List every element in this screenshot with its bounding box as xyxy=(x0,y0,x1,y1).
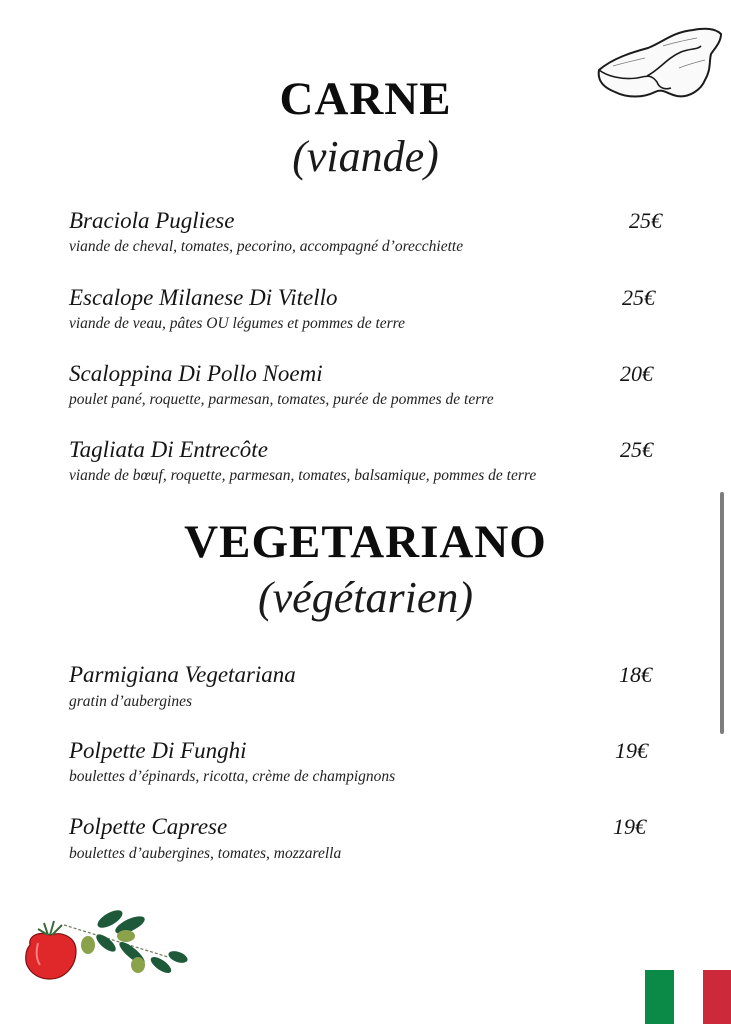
item-price: 25€ xyxy=(629,208,662,233)
item-price: 19€ xyxy=(613,814,646,839)
flag-red-stripe xyxy=(703,970,731,1024)
item-price: 25€ xyxy=(622,285,655,310)
vertical-scrollbar[interactable] xyxy=(720,492,724,734)
item-name: Polpette Di Funghi xyxy=(69,738,247,763)
item-description: gratin d’aubergines xyxy=(69,693,192,710)
item-price: 18€ xyxy=(619,662,652,687)
flag-green-stripe xyxy=(645,970,674,1024)
item-name: Tagliata Di Entrecôte xyxy=(69,437,268,462)
tomato-olive-icon xyxy=(18,905,188,985)
item-name: Braciola Pugliese xyxy=(69,208,235,233)
item-name: Escalope Milanese Di Vitello xyxy=(69,285,338,310)
item-price: 19€ xyxy=(615,738,648,763)
item-description: boulettes d’épinards, ricotta, crème de champignons xyxy=(69,768,396,785)
section-subtitle-viande: (viande) xyxy=(292,132,439,181)
item-description: viande de bœuf, roquette, parmesan, tomates, balsamique, pommes de terre xyxy=(69,467,537,484)
item-description: viande de cheval, tomates, pecorino, accompagné d’orecchiette xyxy=(69,238,464,255)
section-subtitle-vegetarien: (végétarien) xyxy=(258,573,473,622)
item-price: 25€ xyxy=(620,437,653,462)
item-price: 20€ xyxy=(620,361,653,386)
item-description: viande de veau, pâtes OU légumes et pommes de terre xyxy=(69,315,406,332)
item-name: Polpette Caprese xyxy=(69,814,228,839)
section-title-carne: CARNE xyxy=(279,73,452,125)
section-title-vegetariano: VEGETARIANO xyxy=(184,516,547,568)
item-name: Scaloppina Di Pollo Noemi xyxy=(69,361,323,386)
item-name: Parmigiana Vegetariana xyxy=(69,662,296,687)
item-description: boulettes d’aubergines, tomates, mozzarella xyxy=(69,845,342,862)
item-description: poulet pané, roquette, parmesan, tomates, purée de pommes de terre xyxy=(69,391,494,408)
flag-white-stripe xyxy=(674,970,703,1024)
